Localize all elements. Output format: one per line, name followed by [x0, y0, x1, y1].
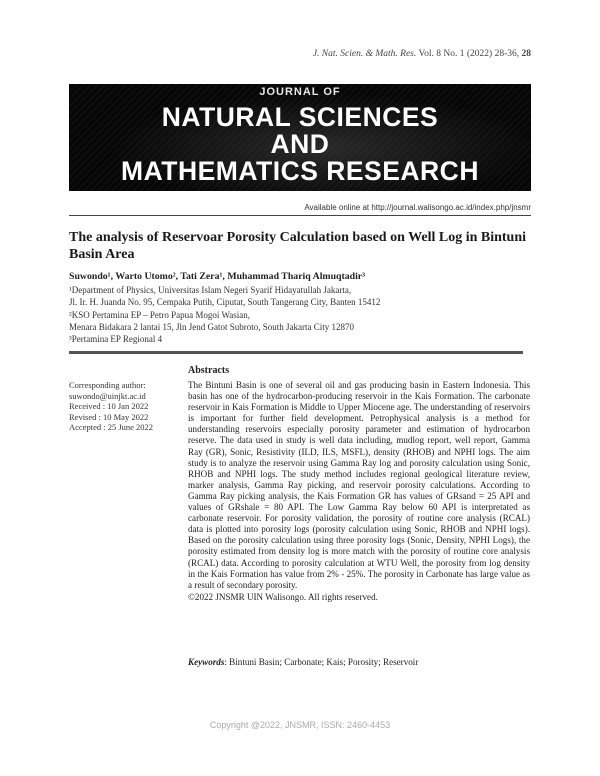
journal-reference — [313, 49, 531, 59]
corresponding-author-label: Corresponding author: — [69, 380, 146, 390]
keywords — [188, 657, 530, 667]
volume-issue: Vol. 8 No. 1 (2022) 28-36, — [418, 49, 520, 59]
banner-journal-of: JOURNAL OF — [259, 86, 341, 98]
keywords-label: Keywords — [188, 657, 225, 667]
affiliation-line: Jl. Ir. H. Juanda No. 95, Cempaka Putih, Ciputat, South Tangerang City, Banten 15412 — [69, 297, 381, 308]
article-title: The analysis of Reservoar Porosity Calculation based on Well Log in Bintuni Basin Area — [69, 230, 527, 262]
affiliation-line: ¹Department of Physics, Universitas Islam Negeri Syarif Hidayatullah Jakarta, — [69, 285, 352, 295]
affiliation-line: ³Pertamina EP Regional 4 — [69, 334, 163, 345]
affiliation-line: ²KSO Pertamina EP – Petro Papua Mogoi Wasian, — [69, 309, 250, 320]
keywords-list: : Bintuni Basin; Carbonate; Kais; Porosity; Reservoir — [224, 657, 419, 667]
banner-line-3: MATHEMATICS RESEARCH — [121, 156, 479, 186]
abstract-copyright: ©2022 JNSMR UIN Walisongo. All rights reserved. — [188, 591, 378, 602]
affiliations — [69, 284, 539, 345]
abstract-text — [188, 380, 530, 603]
banner-line-1: NATURAL SCIENCES — [161, 102, 439, 132]
accepted-date: Accepted : 25 June 2022 — [69, 422, 154, 432]
revised-date: Revised : 10 May 2022 — [69, 411, 149, 422]
section-divider — [69, 351, 523, 354]
article-metadata — [69, 380, 181, 433]
header-divider — [69, 215, 531, 216]
abstract-body: The Bintuni Basin is one of several oil and gas producing basin in Eastern Indonesia. This basin has one of the hydrocarbon-producing reservoir in the Kais Formation. The carbonate reservoir in Kais Formation is Middle to Upper Miocene age. The understanding of reservoirs is important for further field development. Petrophysical analysis is a method for understanding reservoirs especially porosity parameter and estimation of hydrocarbon reserve. The data used in study is well data including, mudlog report, well report, Gamma Ray (GR), Sonic, Resistivity (ILD, ILS, MSFL), density (RHOB) and NPHI logs. The aim study is to analyze the reservoir using Gamma Ray log and porosity calculation using Sonic, RHOB and NPHI logs. The study method includes regional geological literature review, marker analysis, Gamma Ray picking, and reservoir porosity calculations. According to Gamma Ray picking analysis, the Kais Formation GR has values of GRsand = 25 API and values of GRshale = 80 API. The Low Gamma Ray below 60 API is interpretated as carbonate reservoir. For porosity validation, the porosity of routine core analysis (RCAL) data is plotted into porosity logs (porosity calculation using Sonic, RHOB and NPHI logs). Based on the porosity calculation using three porosity logs (Sonic, Density, NPHI Logs), the porosity estimated from density log is more match with the porosity of routine core analysis (RCAL) data. According to porosity calculation at WTU Well, the porosity from log density in the Kais Formation has value from 2% - 25%. The porosity in Carbonate has large value as a result of secondary porosity. — [188, 380, 530, 590]
banner-line-2: AND — [270, 129, 330, 159]
journal-banner — [69, 84, 531, 191]
page-footer: Copyright @2022, JNSMR, ISSN: 2460-4453 — [209, 720, 391, 730]
corresponding-email[interactable]: suwondo@uinjkt.ac.id — [69, 390, 146, 401]
affiliation-line: Menara Bidakara 2 lantai 15, Jln Jend Gatot Subroto, South Jakarta City 12870 — [69, 321, 354, 332]
author-list: Suwondo¹, Warto Utomo², Tati Zera¹, Muhammad Thariq Almuqtadir³ — [69, 271, 366, 282]
available-online-link[interactable]: Available online at http://journal.walisongo.ac.id/index.php/jnsmr — [304, 203, 531, 212]
page-number: 28 — [521, 49, 531, 59]
received-date: Received : 10 Jan 2022 — [69, 401, 149, 411]
abstract-heading: Abstracts — [188, 365, 230, 376]
journal-abbrev: J. Nat. Scien. & Math. Res. — [312, 49, 417, 59]
